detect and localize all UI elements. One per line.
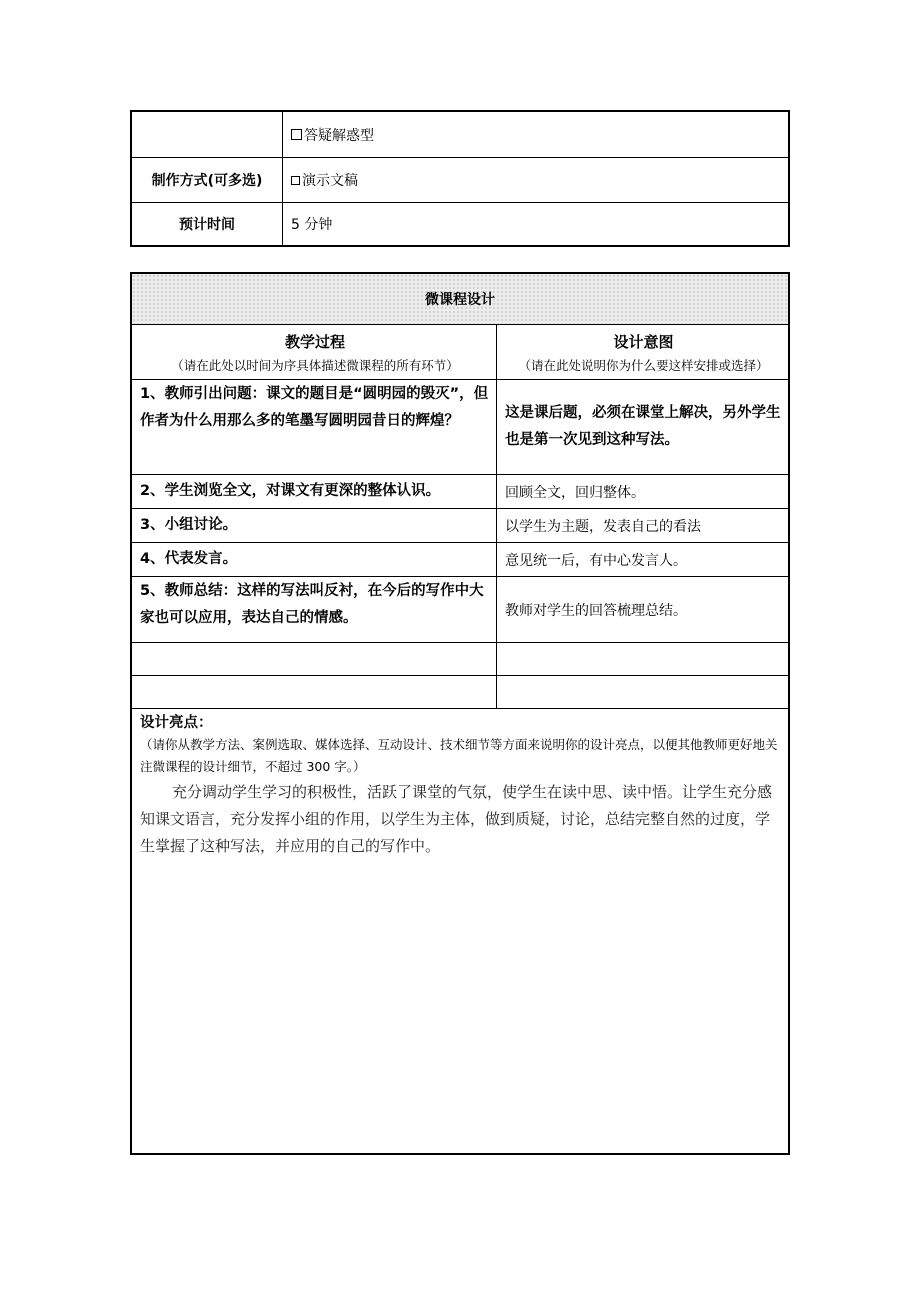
col-intent-note: （请在此处说明你为什么要这样安排或选择）: [518, 357, 769, 373]
step-process-2: 2、学生浏览全文，对课文有更深的整体认识。: [140, 483, 441, 499]
col-process-note: （请在此处以时间为序具体描述微课程的所有环节）: [171, 357, 459, 373]
col-header-intent: [497, 325, 788, 379]
info-label-empty: [132, 112, 283, 157]
col-process-title: 教学过程: [284, 332, 345, 351]
info-label-method: 制作方式(可多选): [132, 158, 283, 202]
checkbox-icon[interactable]: [291, 176, 300, 185]
highlights-body: 充分调动学生学习的积极性，活跃了课堂的气氛，使学生在读中思、读中悟。让学生充分感知课文语言，充分发挥小组的作用，以学生为主体，做到质疑，讨论，总结完整自然的过度，学生掌握了这种写法，并应用的自己的写作中。: [140, 783, 773, 855]
step-intent-1: 这是课后题，必须在课堂上解决，另外学生也是第一次见到这种写法。: [505, 405, 781, 448]
info-method-text: 演示文稿: [302, 173, 358, 189]
info-row-method: [132, 158, 788, 203]
info-value-type: [283, 112, 788, 157]
info-value-time: 5 分钟: [291, 217, 333, 233]
info-label-time: 预计时间: [132, 203, 283, 245]
step-process-5: 5、教师总结：这样的写法叫反衬，在今后的写作中大家也可以应用，表达自己的情感。: [140, 583, 484, 626]
info-row-type: [132, 112, 788, 158]
step-intent-3: 以学生为主题，发表自己的看法: [505, 518, 701, 535]
step-process-3: 3、小组讨论。: [140, 517, 238, 533]
design-title: 微课程设计: [132, 274, 788, 325]
info-table: [130, 110, 790, 247]
step-intent-2: 回顾全文，回归整体。: [505, 484, 645, 501]
info-type-text: 答疑解惑型: [304, 127, 374, 144]
highlights-note: （请你从教学方法、案例选取、媒体选择、互动设计、技术细节等方面来说明你的设计亮点，以便其他教师更好地关注微课程的设计细节，不超过 300 字。）: [140, 737, 778, 774]
info-value-method: [283, 158, 788, 202]
row-line: [132, 708, 788, 709]
step-process-4: 4、代表发言。: [140, 551, 238, 567]
row-line: [132, 642, 788, 643]
row-line: [132, 675, 788, 676]
info-row-time: [132, 203, 788, 245]
step-intent-4: 意见统一后，有中心发言人。: [505, 552, 687, 569]
highlights-title: 设计亮点：: [140, 715, 213, 731]
col-header-process: [132, 325, 496, 379]
design-highlights: [140, 711, 780, 860]
design-table: [130, 272, 790, 1155]
step-intent-5: 教师对学生的回答梳理总结。: [505, 602, 687, 619]
step-process-1: 1、教师引出问题：课文的题目是“圆明园的毁灭”，但作者为什么用那么多的笔墨写圆明园昔日的辉煌？: [140, 386, 489, 429]
col-intent-title: 设计意图: [613, 332, 674, 351]
checkbox-icon[interactable]: [291, 129, 302, 140]
